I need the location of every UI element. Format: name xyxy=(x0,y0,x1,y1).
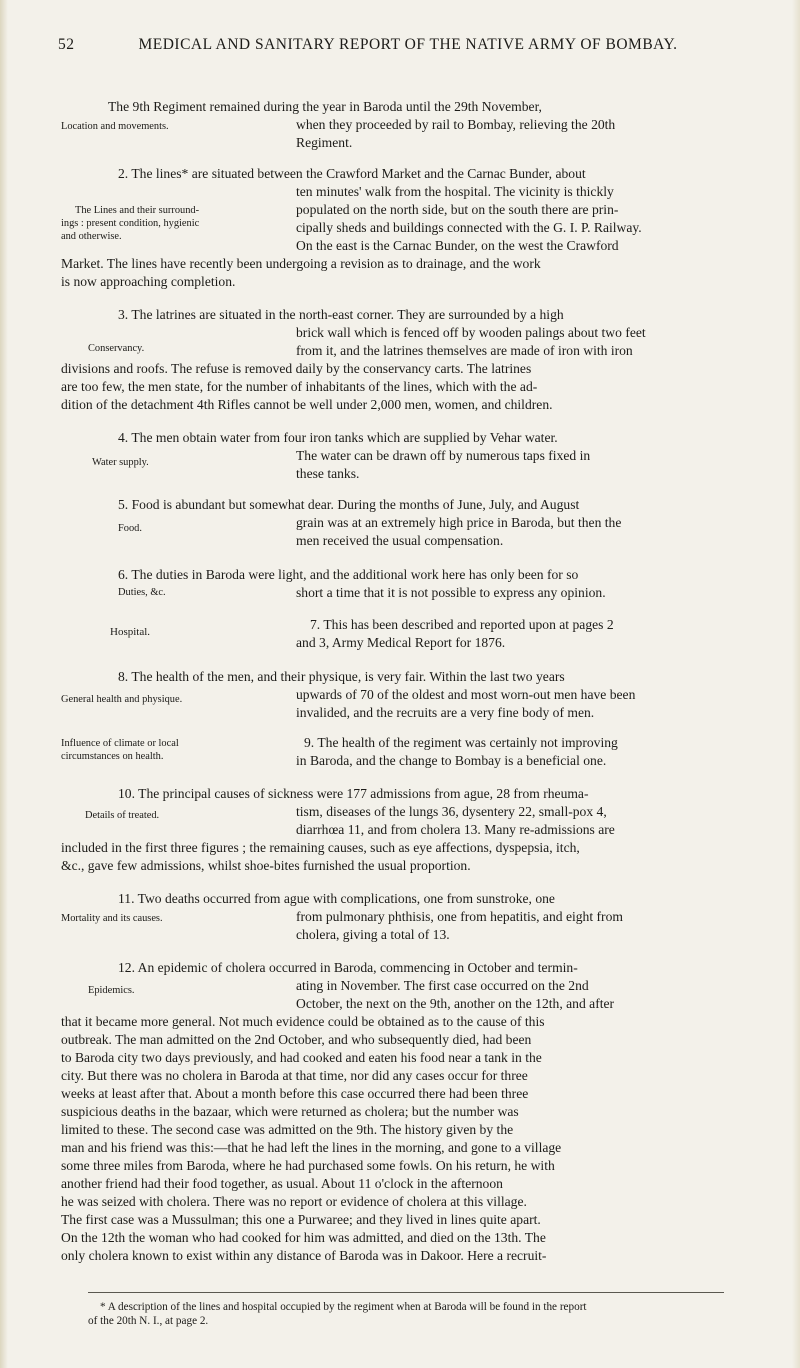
s6-side-heading: Duties, &c. xyxy=(118,587,166,598)
s10-line4: included in the first three figures ; the remaining causes, such as eye affections, dyspepsia, itch, xyxy=(61,840,580,855)
s12-line17: only cholera known to exist within any distance of Baroda was in Dakoor. Here a recruit- xyxy=(61,1248,547,1263)
s1-side-heading: Location and movements. xyxy=(61,121,169,132)
s2-side-heading-1: The Lines and their surround- xyxy=(75,205,200,216)
s2-line2: ten minutes' walk from the hospital. The vicinity is thickly xyxy=(296,184,614,199)
s12-line8: weeks at least after that. About a month before this case occurred there had been three xyxy=(61,1086,529,1101)
page-number: 52 xyxy=(58,36,75,53)
s9-line2: in Baroda, and the change to Bombay is a beneficial one. xyxy=(296,753,607,768)
s3-line1: 3. The latrines are situated in the north-east corner. They are surrounded by a high xyxy=(118,307,564,322)
s12-side-heading: Epidemics. xyxy=(88,985,135,996)
s3-line5: are too few, the men state, for the number of inhabitants of the lines, which with the ad- xyxy=(61,379,538,394)
s12-line16: On the 12th the woman who had cooked for him was admitted, and died on the 13th. The xyxy=(61,1230,546,1245)
s7-line1: 7. This has been described and reported upon at pages 2 xyxy=(310,617,614,632)
s3-line6: dition of the detachment 4th Rifles cannot be well under 2,000 men, women, and children. xyxy=(61,397,553,412)
s7-line2: and 3, Army Medical Report for 1876. xyxy=(296,635,506,650)
s10-line5: &c., gave few admissions, whilst shoe-bites furnished the usual proportion. xyxy=(61,858,471,873)
s12-line4: that it became more general. Not much evidence could be obtained as to the cause of this xyxy=(61,1014,545,1029)
s12-line10: limited to these. The second case was admitted on the 9th. The history given by the xyxy=(61,1122,514,1137)
s12-line1: 12. An epidemic of cholera occurred in Baroda, commencing in October and termin- xyxy=(118,960,578,975)
s4-line3: these tanks. xyxy=(296,466,360,481)
s5-line1: 5. Food is abundant but somewhat dear. During the months of June, July, and August xyxy=(118,497,580,512)
page-left-edge xyxy=(0,0,8,1368)
s9-side-heading-2: circumstances on health. xyxy=(61,751,164,762)
s6-line1: 6. The duties in Baroda were light, and the additional work here has only been for so xyxy=(118,567,579,582)
s3-line3: from it, and the latrines themselves are made of iron with iron xyxy=(296,343,633,358)
s10-side-heading: Details of treated. xyxy=(85,810,160,821)
s12-line13: another friend had their food together, as usual. About 11 o'clock in the afternoon xyxy=(61,1176,503,1191)
s12-line9: suspicious deaths in the bazaar, which were returned as cholera; but the number was xyxy=(61,1104,519,1119)
running-title: MEDICAL AND SANITARY REPORT OF THE NATIVE ARMY OF BOMBAY. xyxy=(138,36,678,53)
s3-line2: brick wall which is fenced off by wooden palings about two feet xyxy=(296,325,646,340)
s5-line2: grain was at an extremely high price in Baroda, but then the xyxy=(296,515,622,530)
s12-line15: The first case was a Mussulman; this one a Purwaree; and they lived in lines quite apart. xyxy=(61,1212,541,1227)
s4-line1: 4. The men obtain water from four iron tanks which are supplied by Vehar water. xyxy=(118,430,558,445)
s4-line2: The water can be drawn off by numerous taps fixed in xyxy=(296,448,591,463)
s10-line3: diarrhœa 11, and from cholera 13. Many re-admissions are xyxy=(296,822,615,837)
s2-side-heading-3: and otherwise. xyxy=(61,231,122,242)
s12-line11: man and his friend was this:—that he had left the lines in the morning, and gone to a village xyxy=(61,1140,562,1155)
s11-line1: 11. Two deaths occurred from ague with complications, one from sunstroke, one xyxy=(118,891,555,906)
s9-line1: 9. The health of the regiment was certainly not improving xyxy=(304,735,618,750)
s5-side-heading: Food. xyxy=(118,523,142,534)
page-header xyxy=(58,36,758,60)
s2-line4: cipally sheds and buildings connected with the G. I. P. Railway. xyxy=(296,220,642,235)
s12-line6: to Baroda city two days previously, and had cooked and eaten his food near a tank in the xyxy=(61,1050,542,1065)
s2-line1: 2. The lines* are situated between the Crawford Market and the Carnac Bunder, about xyxy=(118,166,586,181)
s2-line3: populated on the north side, but on the south there are prin- xyxy=(296,202,619,217)
footnote xyxy=(88,1300,724,1328)
s10-line2: tism, diseases of the lungs 36, dysentery 22, small-pox 4, xyxy=(296,804,607,819)
s3-line4: divisions and roofs. The refuse is removed daily by the conservancy carts. The latrines xyxy=(61,361,532,376)
s9-side-heading-1: Influence of climate or local xyxy=(61,738,179,749)
s8-line3: invalided, and the recruits are a very fine body of men. xyxy=(296,705,595,720)
s2-side-heading-2: ings : present condition, hygienic xyxy=(61,218,200,229)
s4-side-heading: Water supply. xyxy=(92,457,149,468)
s12-line2: ating in November. The first case occurred on the 2nd xyxy=(296,978,589,993)
s8-line2: upwards of 70 of the oldest and most worn-out men have been xyxy=(296,687,636,702)
s7-side-heading: Hospital. xyxy=(110,626,151,638)
s8-side-heading: General health and physique. xyxy=(61,694,183,705)
s12-line3: October, the next on the 9th, another on the 12th, and after xyxy=(296,996,615,1011)
s1-line3: Regiment. xyxy=(296,135,353,150)
s6-line2: short a time that it is not possible to express any opinion. xyxy=(296,585,606,600)
s12-line5: outbreak. The man admitted on the 2nd October, and who subsequently died, had been xyxy=(61,1032,532,1047)
s11-side-heading: Mortality and its causes. xyxy=(61,913,163,924)
s5-line3: men received the usual compensation. xyxy=(296,533,504,548)
s12-line12: some three miles from Baroda, where he had purchased some fowls. On his return, he with xyxy=(61,1158,555,1173)
s2-line5: On the east is the Carnac Bunder, on the west the Crawford xyxy=(296,238,619,253)
s2-line6: Market. The lines have recently been undergoing a revision as to drainage, and the work xyxy=(61,256,541,271)
footnote-rule xyxy=(88,1292,724,1293)
footnote-line2: of the 20th N. I., at page 2. xyxy=(88,1315,209,1327)
s3-side-heading: Conservancy. xyxy=(88,343,145,354)
s12-line14: he was seized with cholera. There was no report or evidence of cholera at this village. xyxy=(61,1194,527,1209)
s1-line2: when they proceeded by rail to Bombay, relieving the 20th xyxy=(296,117,616,132)
page-right-edge xyxy=(792,0,800,1368)
s11-line3: cholera, giving a total of 13. xyxy=(296,927,450,942)
s8-line1: 8. The health of the men, and their physique, is very fair. Within the last two years xyxy=(118,669,565,684)
s10-line1: 10. The principal causes of sickness were 177 admissions from ague, 28 from rheuma- xyxy=(118,786,589,801)
s2-line7: is now approaching completion. xyxy=(61,274,236,289)
footnote-line1: * A description of the lines and hospital occupied by the regiment when at Baroda will be found in the report xyxy=(100,1301,587,1313)
s11-line2: from pulmonary phthisis, one from hepatitis, and eight from xyxy=(296,909,623,924)
s1-line1: The 9th Regiment remained during the year in Baroda until the 29th November, xyxy=(108,99,542,114)
s12-line7: city. But there was no cholera in Baroda at that time, nor did any cases occur for three xyxy=(61,1068,528,1083)
